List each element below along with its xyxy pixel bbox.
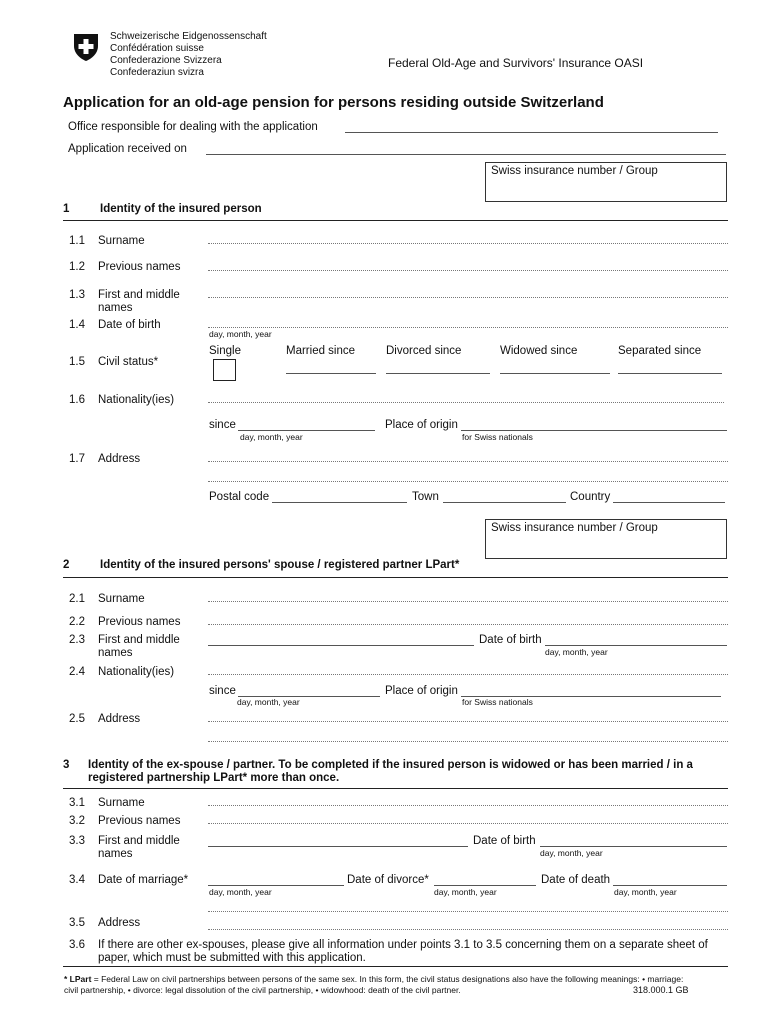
footnote-line2: civil partnership, • divorce: legal dissolution of the civil partnership, • widowhood: death of the civil partner.: [64, 985, 461, 995]
separated-label: Separated since: [618, 345, 702, 357]
for-swiss-hint: for Swiss nationals: [462, 697, 533, 707]
place-of-origin-label: Place of origin: [385, 419, 458, 431]
item-number: 1.5: [69, 356, 85, 368]
section-1-title: Identity of the insured person: [100, 203, 262, 215]
form-code: 318.000.1 GB: [633, 985, 689, 995]
agency-name: Federal Old-Age and Survivors' Insurance OASI: [388, 56, 644, 70]
previous-names-field[interactable]: [208, 270, 728, 271]
spouse-nationality-field[interactable]: [208, 674, 728, 675]
single-checkbox[interactable]: [213, 359, 236, 381]
ex-address-field-2[interactable]: [208, 929, 728, 930]
item-number: 3.3: [69, 835, 85, 847]
ex-previous-field[interactable]: [208, 823, 728, 824]
item-number: 1.2: [69, 261, 85, 273]
item-number: 3.4: [69, 874, 85, 886]
other-spouses-note-line1: If there are other ex-spouses, please give all information under points 3.1 to 3.5 concerning them on a separate sheet of: [98, 939, 708, 951]
office-field[interactable]: [345, 132, 718, 133]
spouse-previous-field[interactable]: [208, 624, 728, 625]
first-names-label: First and middle names: [98, 289, 180, 314]
spouse-address-label: Address: [98, 713, 141, 725]
first-names-field[interactable]: [208, 297, 728, 298]
item-number: 3.6: [69, 939, 85, 951]
item-number: 1.3: [69, 289, 85, 301]
divorced-field[interactable]: [386, 373, 490, 374]
footnote-text: = Federal Law on civil partnerships between persons of the same sex. In this form, the civil status designations also have the following meanings: • marriage:: [91, 974, 684, 984]
confed-line: Confédération suisse: [110, 43, 204, 54]
town-label: Town: [412, 491, 439, 503]
page-title: Application for an old-age pension for persons residing outside Switzerland: [63, 94, 604, 111]
office-label: Office responsible for dealing with the application: [68, 121, 318, 133]
section-1-number: 1: [63, 203, 70, 215]
marriage-date-field[interactable]: [208, 885, 344, 886]
place-of-origin-field[interactable]: [461, 430, 727, 431]
section-3-rule: [63, 788, 728, 789]
confed-line: Confederaziun svizra: [110, 67, 204, 78]
married-field[interactable]: [286, 373, 376, 374]
section-2-rule: [63, 577, 728, 578]
item-number: 3.5: [69, 917, 85, 929]
spouse-first-field[interactable]: [208, 645, 474, 646]
ex-previous-label: Previous names: [98, 815, 181, 827]
ex-address-label: Address: [98, 917, 141, 929]
dmy-hint: day, month, year: [434, 887, 497, 897]
item-number: 1.1: [69, 235, 85, 247]
item-number: 2.2: [69, 616, 85, 628]
spouse-dob-label: Date of birth: [479, 634, 542, 646]
item-number: 1.6: [69, 394, 85, 406]
spouse-surname-field[interactable]: [208, 601, 728, 602]
item-number: 2.1: [69, 593, 85, 605]
address-field-1[interactable]: [208, 461, 728, 462]
since-label: since: [209, 685, 236, 697]
town-field[interactable]: [443, 502, 566, 503]
section-3-title-line1: Identity of the ex-spouse / partner. To be completed if the insured person is widowed or has been married / in a: [88, 759, 693, 771]
swiss-number-label: Swiss insurance number / Group: [491, 522, 658, 534]
spouse-address-field-2[interactable]: [208, 741, 728, 742]
swiss-shield-logo: [72, 32, 100, 62]
spouse-first-label: First and middle names: [98, 634, 180, 659]
confed-line: Schweizerische Eidgenossenschaft: [110, 31, 267, 42]
spouse-address-field-1[interactable]: [208, 721, 728, 722]
country-label: Country: [570, 491, 611, 503]
swiss-number-box-1[interactable]: [485, 162, 727, 202]
footnote: [64, 974, 683, 996]
divorced-label: Divorced since: [386, 345, 462, 357]
confederation-names: [110, 31, 267, 79]
spouse-previous-label: Previous names: [98, 616, 181, 628]
item-number: 2.5: [69, 713, 85, 725]
ex-first-field[interactable]: [208, 846, 468, 847]
section-2-title: Identity of the insured persons' spouse / registered partner LPart*: [100, 559, 460, 571]
postal-code-label: Postal code: [209, 491, 270, 503]
received-field[interactable]: [206, 154, 726, 155]
spouse-surname-label: Surname: [98, 593, 145, 605]
dob-field[interactable]: [208, 327, 728, 328]
ex-dob-field[interactable]: [540, 846, 727, 847]
married-label: Married since: [286, 345, 356, 357]
footnote-line1: [64, 974, 683, 985]
item-number: 2.3: [69, 634, 85, 646]
footer-rule: [63, 966, 728, 967]
section-3-number: 3: [63, 759, 70, 771]
since-label: since: [209, 419, 236, 431]
dmy-hint: day, month, year: [237, 697, 300, 707]
address-label: Address: [98, 453, 141, 465]
section-3-title-line2: registered partnership LPart* more than once.: [88, 772, 340, 784]
dob-label: Date of birth: [98, 319, 161, 331]
other-spouses-note-line2: paper, which must be submitted with this application.: [98, 952, 366, 964]
surname-field[interactable]: [208, 243, 728, 244]
swiss-number-label: Swiss insurance number / Group: [491, 165, 658, 177]
divorce-date-field[interactable]: [434, 885, 536, 886]
spouse-nationality-label: Nationality(ies): [98, 666, 175, 678]
death-date-field[interactable]: [613, 885, 727, 886]
dmy-hint: day, month, year: [209, 329, 272, 339]
item-number: 1.4: [69, 319, 85, 331]
civil-status-label: Civil status*: [98, 356, 159, 368]
marriage-date-label: Date of marriage*: [98, 874, 189, 886]
previous-names-label: Previous names: [98, 261, 181, 273]
confed-line: Confederazione Svizzera: [110, 55, 222, 66]
single-label: Single: [209, 345, 241, 357]
item-number: 3.2: [69, 815, 85, 827]
separated-field[interactable]: [618, 373, 722, 374]
for-swiss-hint: for Swiss nationals: [462, 432, 533, 442]
surname-label: Surname: [98, 235, 145, 247]
dmy-hint: day, month, year: [540, 848, 603, 858]
item-number: 3.1: [69, 797, 85, 809]
received-label: Application received on: [68, 143, 187, 155]
postal-code-field[interactable]: [272, 502, 407, 503]
ex-surname-field[interactable]: [208, 805, 728, 806]
ex-surname-label: Surname: [98, 797, 145, 809]
dmy-hint: day, month, year: [614, 887, 677, 897]
address-field-2[interactable]: [208, 481, 728, 482]
ex-address-field-1[interactable]: [208, 911, 728, 912]
section-2-number: 2: [63, 559, 70, 571]
widowed-label: Widowed since: [500, 345, 578, 357]
dmy-hint: day, month, year: [209, 887, 272, 897]
death-date-label: Date of death: [541, 874, 611, 886]
nationality-label: Nationality(ies): [98, 394, 175, 406]
place-of-origin-label: Place of origin: [385, 685, 458, 697]
item-number: 1.7: [69, 453, 85, 465]
footnote-term: * LPart: [64, 974, 92, 984]
ex-dob-label: Date of birth: [473, 835, 536, 847]
dmy-hint: day, month, year: [240, 432, 303, 442]
country-field[interactable]: [613, 502, 725, 503]
divorce-date-label: Date of divorce*: [347, 874, 429, 886]
swiss-number-box-2[interactable]: [485, 519, 727, 559]
ex-first-label: First and middle names: [98, 835, 180, 860]
nationality-since-field[interactable]: [238, 430, 375, 431]
nationality-field[interactable]: [208, 402, 724, 403]
spouse-dob-field[interactable]: [545, 645, 727, 646]
item-number: 2.4: [69, 666, 85, 678]
dmy-hint: day, month, year: [545, 647, 608, 657]
section-1-rule: [63, 220, 728, 221]
widowed-field[interactable]: [500, 373, 610, 374]
